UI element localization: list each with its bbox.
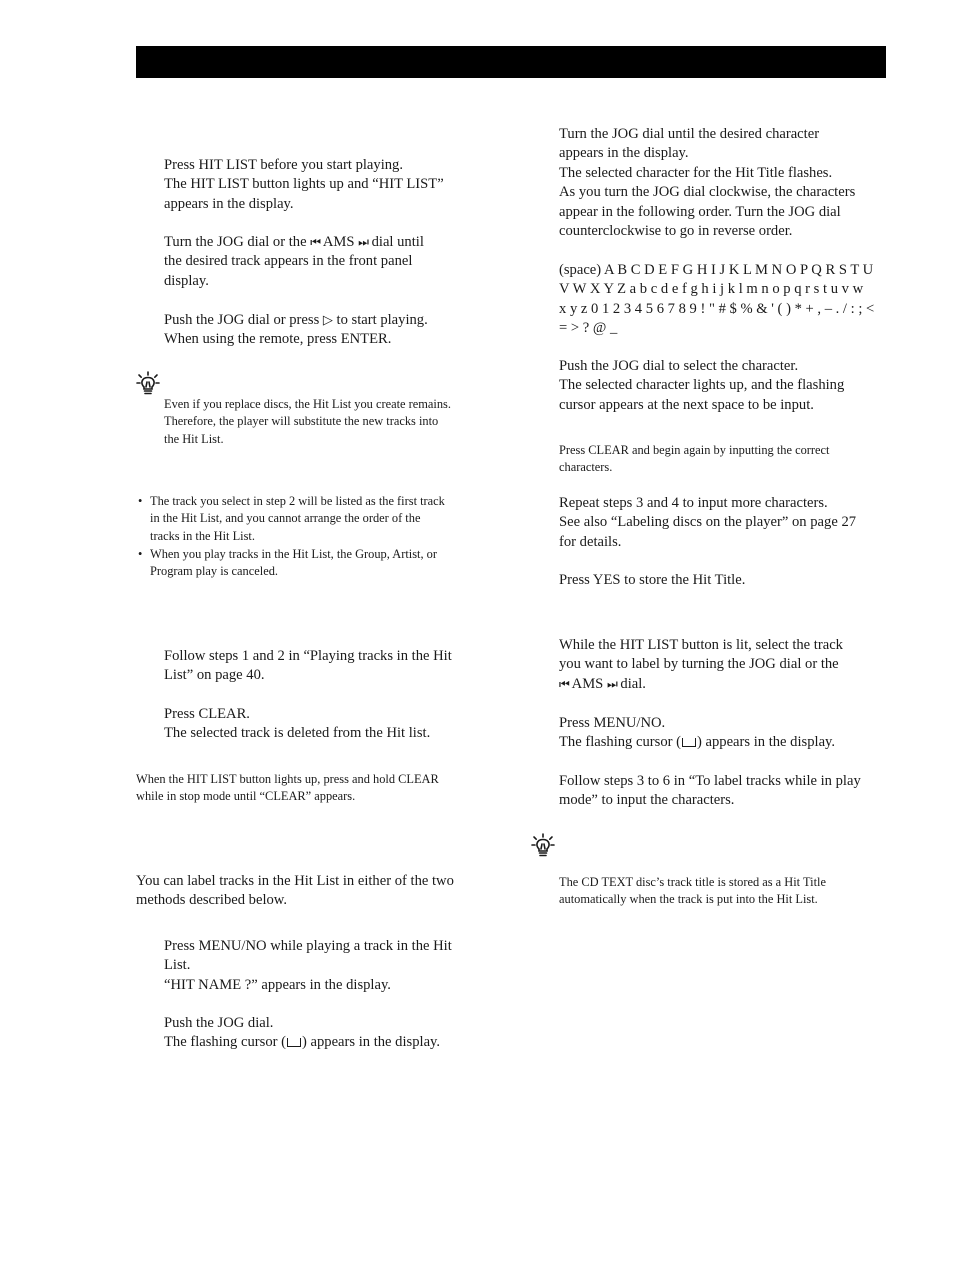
next-track-icon: ⏭ [606, 676, 617, 691]
labeling-intro: You can label tracks in the Hit List in either of the two methods described below. [136, 873, 454, 909]
label-step-6: Press YES to store the Hit Title. [559, 572, 746, 588]
previous-track-icon: ⏮ [559, 676, 569, 691]
lightbulb-icon [136, 371, 160, 397]
tip-text: The CD TEXT disc’s track title is stored as a Hit Title automatically when the track is put into the Hit List. [559, 875, 826, 907]
stop-label-step-2: Press MENU/NO. The flashing cursor ( ) appears in the display. [559, 715, 836, 751]
play-icon: ▷ [322, 313, 333, 328]
play-step-1: Press HIT LIST before you start playing. The HIT LIST button lights up and “HIT LIST” appears in the display. [164, 157, 444, 212]
cursor-icon [287, 1038, 301, 1047]
bullet-marker: • [138, 494, 143, 508]
delete-step-2: Press CLEAR. The selected track is deleted from the Hit list. [164, 706, 431, 742]
label-step-2: Push the JOG dial. The flashing cursor ( ) appears in the display. [164, 1015, 441, 1051]
header-bar [136, 46, 886, 78]
play-step-3: Push the JOG dial or press ▷ to start playing. When using the remote, press ENTER. [164, 312, 428, 348]
note-item: The track you select in step 2 will be listed as the first track in the Hit List, and you cannot arrange the order of the tracks in the Hit List. [150, 494, 445, 543]
delete-all-note: When the HIT LIST button lights up, press and hold CLEAR while in stop mode until “CLEAR” appears. [136, 772, 439, 804]
tip-text: Even if you replace discs, the Hit List you create remains. Therefore, the player will substitute the new tracks into the Hit List. [164, 397, 451, 446]
previous-track-icon: ⏮ [310, 235, 321, 249]
stop-label-step-1: While the HIT LIST button is lit, select the track you want to label by turning the JOG dial or the ⏮ AMS ⏭ dial. [559, 637, 843, 692]
delete-step-1: Follow steps 1 and 2 in “Playing tracks in the Hit List” on page 40. [164, 648, 452, 684]
error-note: Press CLEAR and begin again by inputting the correct characters. [559, 443, 830, 475]
label-step-4: Push the JOG dial to select the character. The selected character lights up, and the flashing cursor appears at the next space to be input. [559, 358, 845, 413]
play-step-2: Turn the JOG dial or the ⏮ AMS ⏭ dial until the desired track appears in the front panel display. [164, 234, 424, 289]
label-step-5: Repeat steps 3 and 4 to input more characters. See also “Labeling discs on the player” on page 27 for details. [559, 495, 857, 550]
note-item: When you play tracks in the Hit List, the Group, Artist, or Program play is canceled. [150, 547, 437, 579]
character-list: (space) A B C D E F G H I J K L M N O P Q R S T U V W X Y Z a b c d e f g h i j k l m n o p q r s t u v w x y z 0 1 2 3 4 5 6 7 8 9 ! " # $ % & ' ( ) * + , – . / : ; < = > ? @ _ [559, 262, 875, 337]
label-step-3: Turn the JOG dial until the desired character appears in the display. The selected character for the Hit Title flashes. As you turn the JOG dial clockwise, the characters appear in the following order. Turn the JOG dial counterclockwise to go in reverse order. [559, 126, 856, 240]
bullet-marker: • [138, 547, 143, 561]
label-step-1: Press MENU/NO while playing a track in the Hit List. “HIT NAME ?” appears in the display. [164, 938, 452, 993]
next-track-icon: ⏭ [358, 235, 368, 249]
cursor-icon [682, 738, 696, 747]
lightbulb-icon [531, 833, 555, 859]
stop-label-step-3: Follow steps 3 to 6 in “To label tracks while in play mode” to input the characters. [559, 773, 861, 809]
